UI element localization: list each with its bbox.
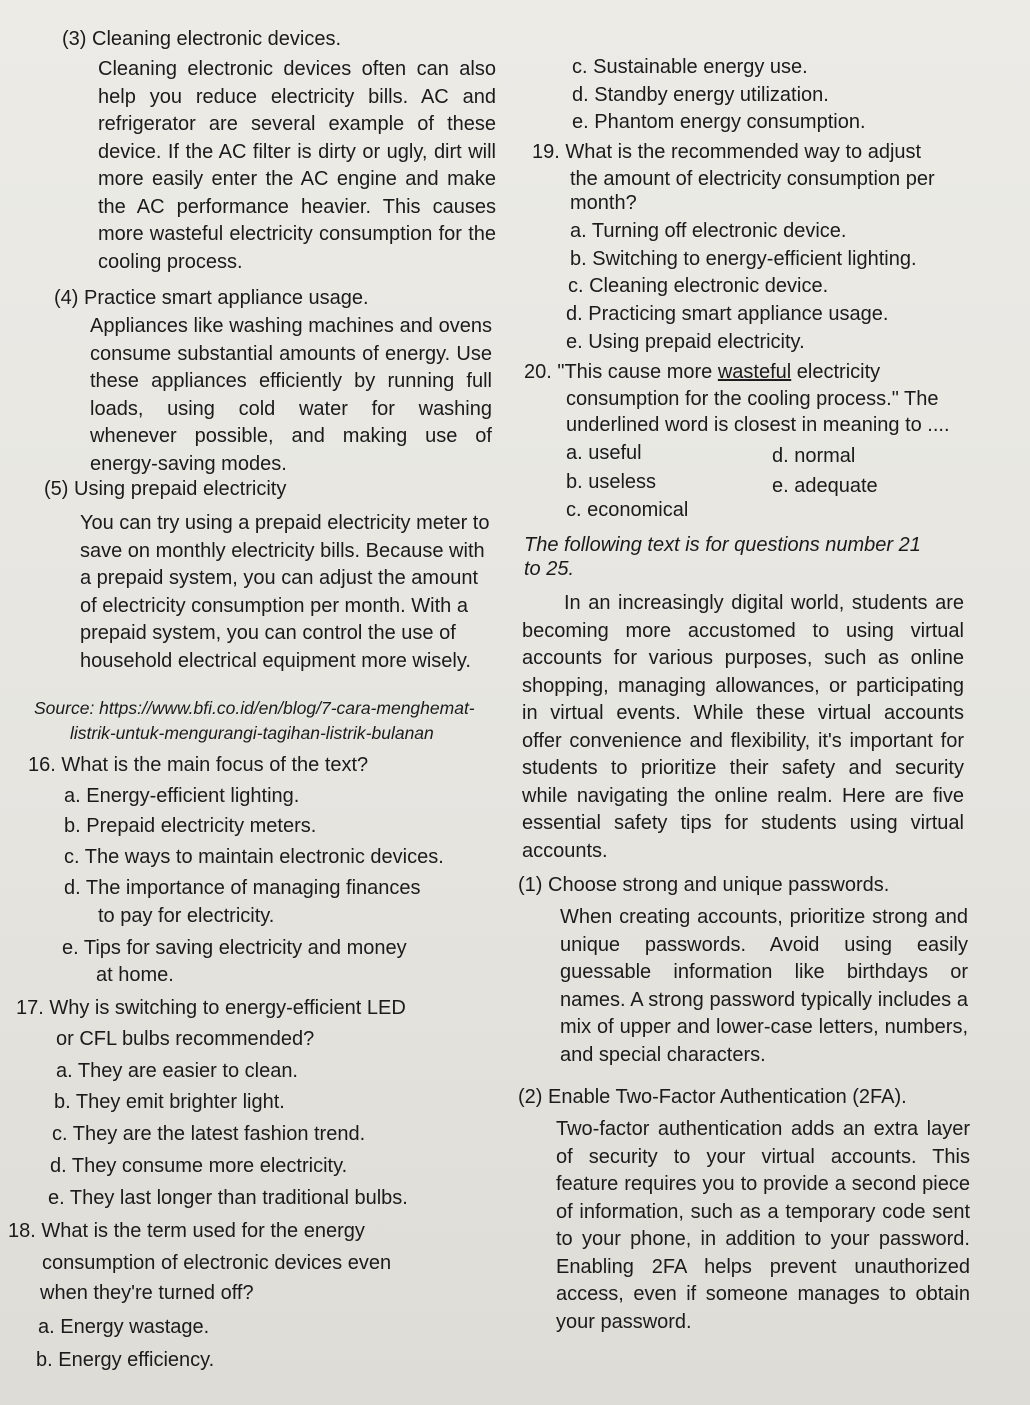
q19-option-d: d. Practicing smart appliance usage. bbox=[566, 303, 889, 325]
q20-underlined-word: wasteful bbox=[717, 361, 792, 383]
q17-option-d: d. They consume more electricity. bbox=[50, 1155, 348, 1177]
tip3-body: Cleaning electronic devices often can also help you reduce electricity bills. AC and refrigerator are several example of these device. If the AC filter is dirty or ugly, dirt will more easily enter the AC engine and make the AC performance heavier. This causes more wasteful electricity consumption for the cooling process. bbox=[98, 58, 496, 273]
q16-option-d: d. The importance of managing finances bbox=[64, 877, 421, 899]
q16-option-a: a. Energy-efficient lighting. bbox=[64, 785, 300, 807]
q19-option-a: a. Turning off electronic device. bbox=[570, 220, 847, 242]
source-line-2: listrik-untuk-mengurangi-tagihan-listrik-bulanan bbox=[70, 723, 434, 743]
q18-question: 18. What is the term used for the energy bbox=[8, 1220, 365, 1242]
tip4-heading: (4) Practice smart appliance usage. bbox=[54, 287, 369, 309]
q20-question-cont-2: underlined word is closest in meaning to .... bbox=[566, 414, 950, 436]
q20-option-b: b. useless bbox=[566, 471, 657, 493]
q20-option-c: c. economical bbox=[566, 499, 689, 521]
q18-question-cont-1: consumption of electronic devices even bbox=[42, 1252, 392, 1274]
q19-question-cont-2: month? bbox=[570, 192, 637, 214]
tip4-body: Appliances like washing machines and ovens consume substantial amounts of energy. Use these appliances efficiently by running full loads, using cold water for washing whenever possible, and making use of energy-saving modes. bbox=[90, 315, 492, 475]
tip3-heading: (3) Cleaning electronic devices. bbox=[62, 28, 342, 50]
intro-line-2: to 25. bbox=[524, 558, 575, 580]
q20-option-d: d. normal bbox=[772, 445, 856, 467]
q17-option-b: b. They emit brighter light. bbox=[54, 1091, 285, 1113]
q19-question-cont-1: the amount of electricity consumption per bbox=[570, 168, 935, 190]
q20-question bbox=[524, 359, 880, 385]
q20-text-pre: 20. "This cause more bbox=[524, 361, 718, 383]
q20-text-post: electricity bbox=[791, 361, 881, 383]
q16-option-e-cont: at home. bbox=[96, 964, 174, 986]
q19-option-e: e. Using prepaid electricity. bbox=[566, 331, 805, 353]
q16-question: 16. What is the main focus of the text? bbox=[28, 754, 369, 776]
q16-option-c: c. The ways to maintain electronic devices. bbox=[64, 846, 444, 868]
passage-paragraph: In an increasingly digital world, students are becoming more accustomed to using virtual accounts for various purposes, such as online shopping, managing allowances, or participating in virtual events. While these virtual accounts offer convenience and flexibility, it's important for students to prioritize their safety and security while navigating the online realm. Here are five essential safety tips for students using virtual accounts. bbox=[522, 592, 964, 862]
q18-option-a: a. Energy wastage. bbox=[38, 1316, 210, 1338]
q16-option-e: e. Tips for saving electricity and money bbox=[62, 937, 407, 959]
q16-option-d-cont: to pay for electricity. bbox=[98, 905, 275, 927]
tip2-heading: (2) Enable Two-Factor Authentication (2FA). bbox=[518, 1086, 907, 1108]
q19-option-c: c. Cleaning electronic device. bbox=[568, 275, 829, 297]
q19-option-b: b. Switching to energy-efficient lighting. bbox=[570, 248, 917, 270]
tip5-heading: (5) Using prepaid electricity bbox=[44, 478, 287, 500]
q18-question-cont-2: when they're turned off? bbox=[40, 1282, 254, 1304]
q17-option-c: c. They are the latest fashion trend. bbox=[52, 1123, 366, 1145]
q17-question: 17. Why is switching to energy-efficient LED bbox=[16, 997, 406, 1019]
q20-option-a: a. useful bbox=[566, 442, 642, 464]
intro-line-1: The following text is for questions number 21 bbox=[524, 534, 921, 556]
q18-option-b: b. Energy efficiency. bbox=[36, 1349, 215, 1371]
q18-option-e: e. Phantom energy consumption. bbox=[572, 111, 866, 133]
tip1-body: When creating accounts, prioritize strong and unique passwords. Avoid using easily guessable information like birthdays or names. A strong password typically includes a mix of upper and lower-case letters, numbers, and special characters. bbox=[560, 906, 968, 1066]
q20-option-e: e. adequate bbox=[772, 475, 878, 497]
source-line-1: Source: https://www.bfi.co.id/en/blog/7-cara-menghemat- bbox=[34, 698, 475, 718]
tip1-heading: (1) Choose strong and unique passwords. bbox=[518, 874, 890, 896]
q18-option-c: c. Sustainable energy use. bbox=[572, 56, 808, 78]
q17-option-e: e. They last longer than traditional bulbs. bbox=[48, 1187, 408, 1209]
q17-question-cont: or CFL bulbs recommended? bbox=[56, 1028, 315, 1050]
tip5-body: You can try using a prepaid electricity meter to save on monthly electricity bills. Because with a prepaid system, you can adjust the amount of electricity consumption per month. With a prepaid system, you can control the use of household electrical equipment more wisely. bbox=[80, 512, 490, 672]
tip2-body: Two-factor authentication adds an extra layer of security to your virtual accounts. This feature requires you to provide a second piece of information, such as a temporary code sent to your phone, in addition to your password. Enabling 2FA helps prevent unauthorized access, even if someone manages to obtain your password. bbox=[556, 1118, 970, 1333]
q16-option-b: b. Prepaid electricity meters. bbox=[64, 815, 317, 837]
q18-option-d: d. Standby energy utilization. bbox=[572, 84, 829, 106]
q17-option-a: a. They are easier to clean. bbox=[56, 1060, 298, 1082]
q19-question: 19. What is the recommended way to adjust bbox=[532, 141, 922, 163]
q20-question-cont-1: consumption for the cooling process." The bbox=[566, 388, 939, 410]
